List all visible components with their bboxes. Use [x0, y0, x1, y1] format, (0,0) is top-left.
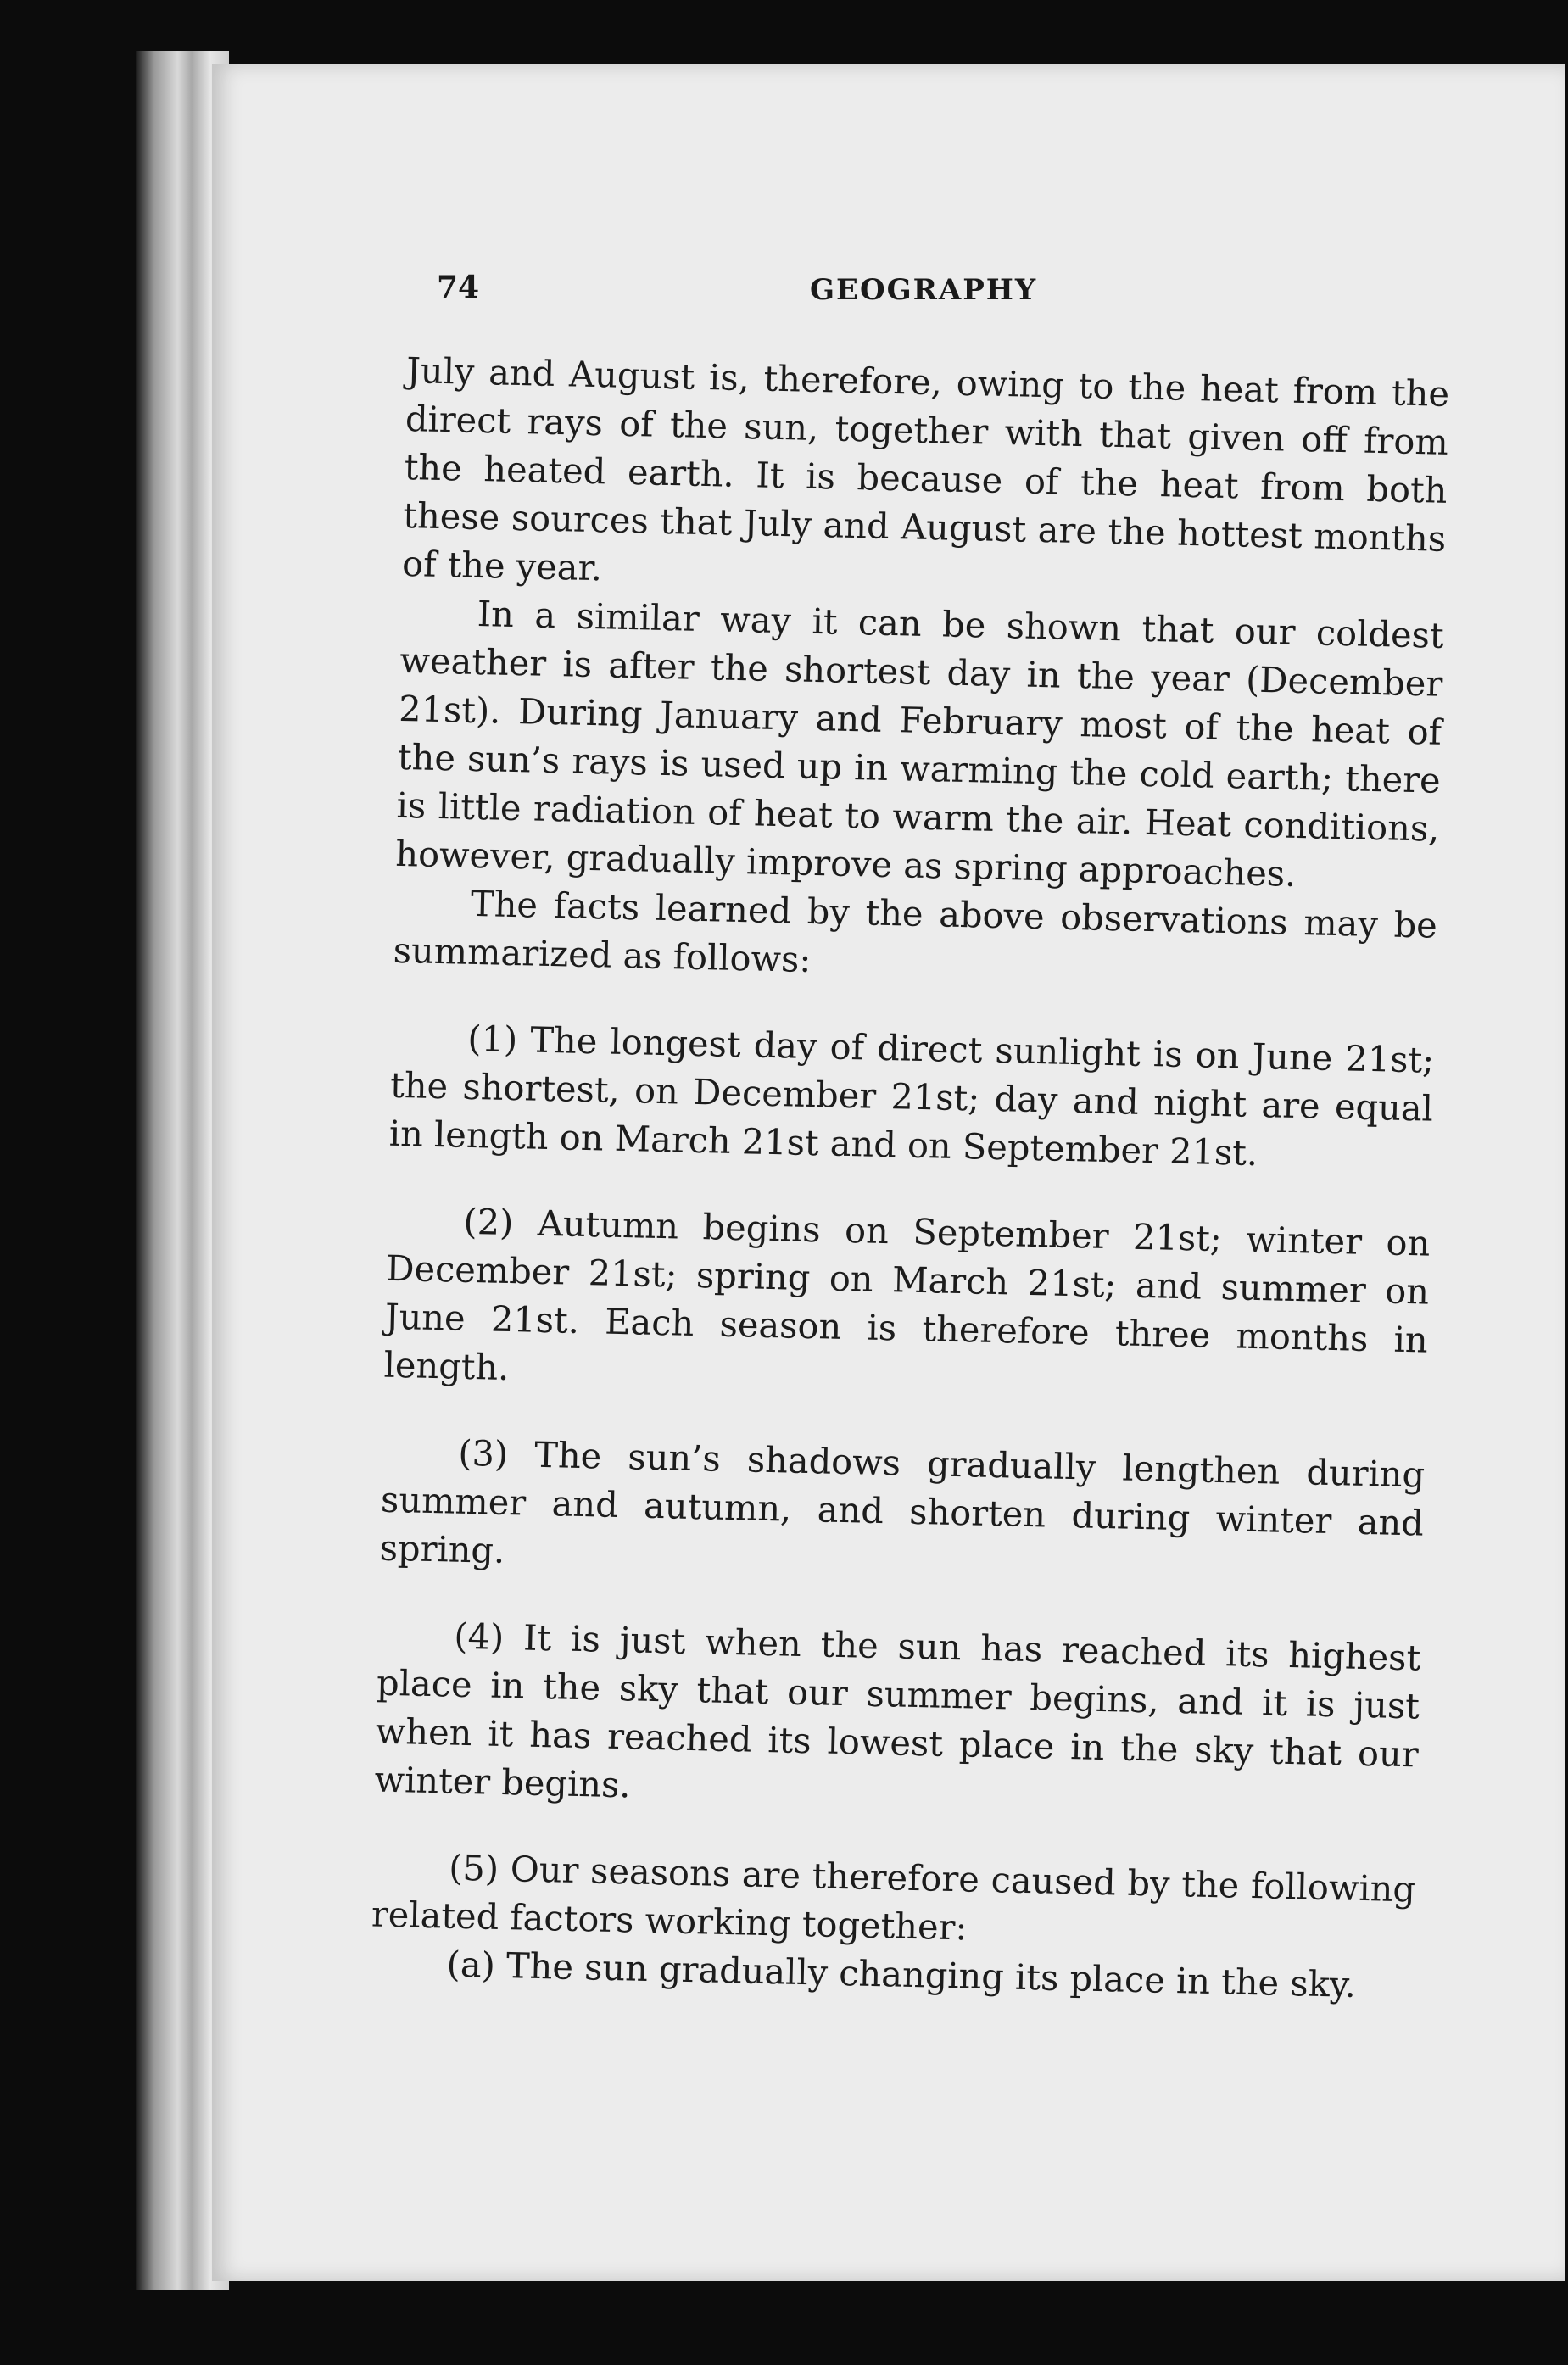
summary-item-5: (5) Our seasons are therefore caused by the following related factors working together: [371, 1846, 1416, 1949]
page-number: 74 [437, 270, 480, 305]
paragraph-coldest-weather: In a similar way it can be shown that our coldest weather is after the shortest day in the year (December 21st). During January and February most of the heat of the sun’s rays is used up in warming the cold earth; there is little radiation of heat to warm the air. Heat conditions, however, gradually improve as spring approaches. [394, 592, 1445, 895]
running-head: GEOGRAPHY [810, 273, 1038, 307]
paragraph-summary-intro: The facts learned by the above observations may be summarized as follows: [393, 882, 1438, 980]
summary-item-2: (2) Autumn begins on September 21st; winter on December 21st; spring on March 21st; and summer on June 21st. Each season is therefore three months in length. [383, 1200, 1431, 1389]
summary-item-3: (3) The sun’s shadows gradually lengthen during summer and autumn, and shorten during winter and spring. [379, 1431, 1426, 1571]
summary-subitem-a: (a) The sun gradually changing its place in the sky. [446, 1943, 1357, 2005]
summary-item-1: (1) The longest day of direct sunlight is on June 21st; the shortest, on December 21st; day and night are equal in length on March 21st and on September 21st. [388, 1017, 1435, 1174]
summary-item-4: (4) It is just when the sun has reached its highest place in the sky that our summer begins, and it is just when it has reached its lowest place in the sky that our winter begins. [374, 1615, 1421, 1806]
page-header [437, 270, 1446, 321]
body-text [370, 346, 1450, 2010]
paragraph-continuation: July and August is, therefore, owing to the heat from the direct rays of the sun, together with that given off from the heated earth. It is because of the heat from both these sources that July and August are the hottest months of the year. [401, 349, 1450, 589]
